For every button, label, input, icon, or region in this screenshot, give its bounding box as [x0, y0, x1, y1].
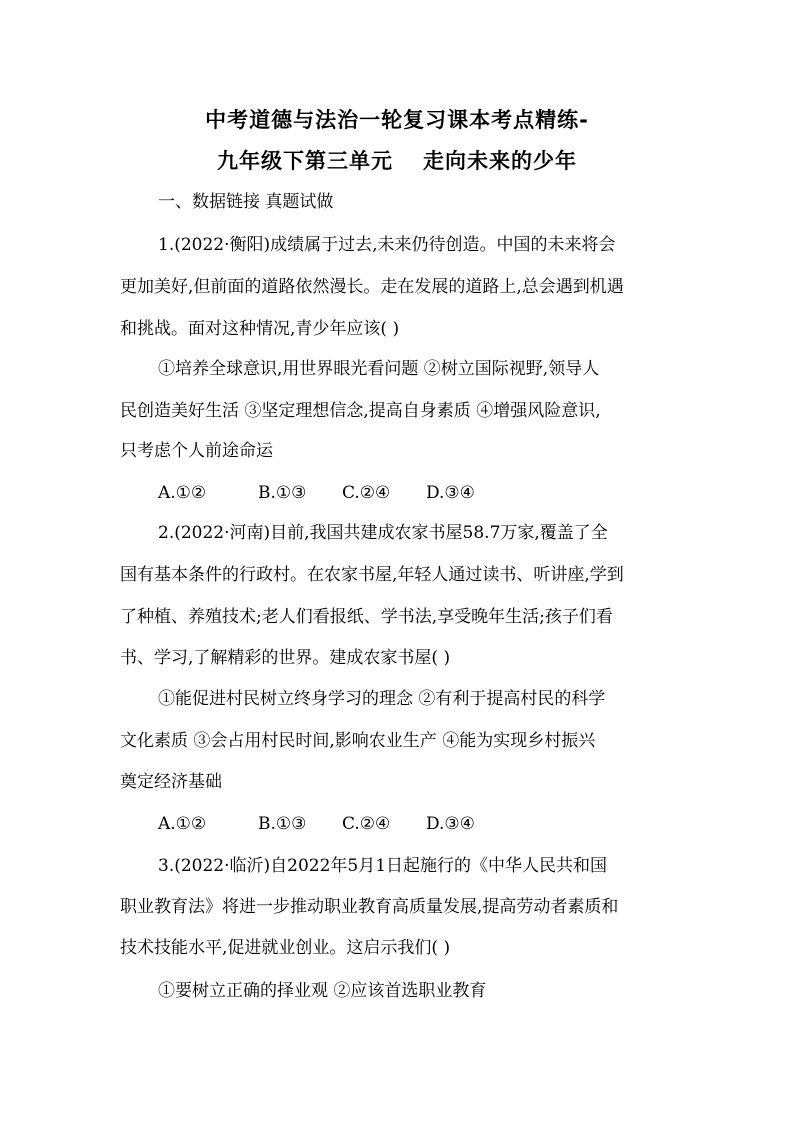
q1-option-a: A.①②	[158, 483, 207, 503]
title-unit: 九年级下第三单元	[217, 149, 393, 173]
q3-statement-line-1: ①要树立正确的择业观 ②应该首选职业教育	[158, 981, 487, 1001]
q2-statement-line-3: 奠定经济基础	[120, 772, 222, 792]
q2-statement-line-1: ①能促进村民树立终身学习的理念 ②有利于提高村民的科学	[158, 689, 606, 709]
q2-stem-line-4: 书、学习,了解精彩的世界。建成农家书屋( )	[120, 648, 451, 668]
q1-stem-line-3: 和挑战。面对这种情况,青少年应该( )	[120, 319, 400, 339]
q2-options	[158, 813, 718, 835]
q1-options	[158, 482, 718, 504]
q2-stem-line-3: 了种植、养殖技术;老人们看报纸、学书法,享受晚年生活;孩子们看	[120, 607, 613, 627]
q2-option-d: D.③④	[426, 814, 475, 834]
q1-statement-line-1: ①培养全球意识,用世界眼光看问题 ②树立国际视野,领导人	[158, 359, 600, 379]
q2-stem-line-1: 2.(2022·河南)目前,我国共建成农家书屋58.7万家,覆盖了全	[158, 523, 608, 543]
q1-stem-line-2: 更加美好,但前面的道路依然漫长。走在发展的道路上,总会遇到机遇	[120, 277, 624, 297]
q3-stem-line-3: 技术技能水平,促进就业创业。这启示我们( )	[120, 938, 451, 958]
q3-stem-line-2: 职业教育法》将进一步推动职业教育高质量发展,提高劳动者素质和	[120, 897, 619, 917]
q1-option-b: B.①③	[258, 483, 307, 503]
q1-statement-line-3: 只考虑个人前途命运	[120, 441, 273, 461]
q2-option-c: C.②④	[342, 814, 391, 834]
section-heading: 一、数据链接 真题试做	[158, 192, 334, 212]
q3-stem-line-1: 3.(2022·临沂)自2022年5月1日起施行的《中华人民共和国	[158, 856, 608, 876]
q2-stem-line-2: 国有基本条件的行政村。在农家书屋,年轻人通过读书、听讲座,学到	[120, 565, 624, 585]
q2-option-b: B.①③	[258, 814, 307, 834]
title-topic: 走向未来的少年	[423, 149, 577, 173]
q1-option-d: D.③④	[426, 483, 475, 503]
q2-option-a: A.①②	[158, 814, 207, 834]
q1-stem-line-1: 1.(2022·衡阳)成绩属于过去,未来仍待创造。中国的未来将会	[158, 235, 616, 255]
q1-statement-line-2: 民创造美好生活 ③坚定理想信念,提高自身素质 ④增强风险意识,	[120, 401, 601, 421]
q2-statement-line-2: 文化素质 ③会占用村民时间,影响农业生产 ④能为实现乡村振兴	[120, 731, 596, 751]
document-title-line-2	[0, 145, 794, 175]
q1-option-c: C.②④	[342, 483, 391, 503]
document-title-line-1: 中考道德与法治一轮复习课本考点精练-	[205, 108, 589, 132]
